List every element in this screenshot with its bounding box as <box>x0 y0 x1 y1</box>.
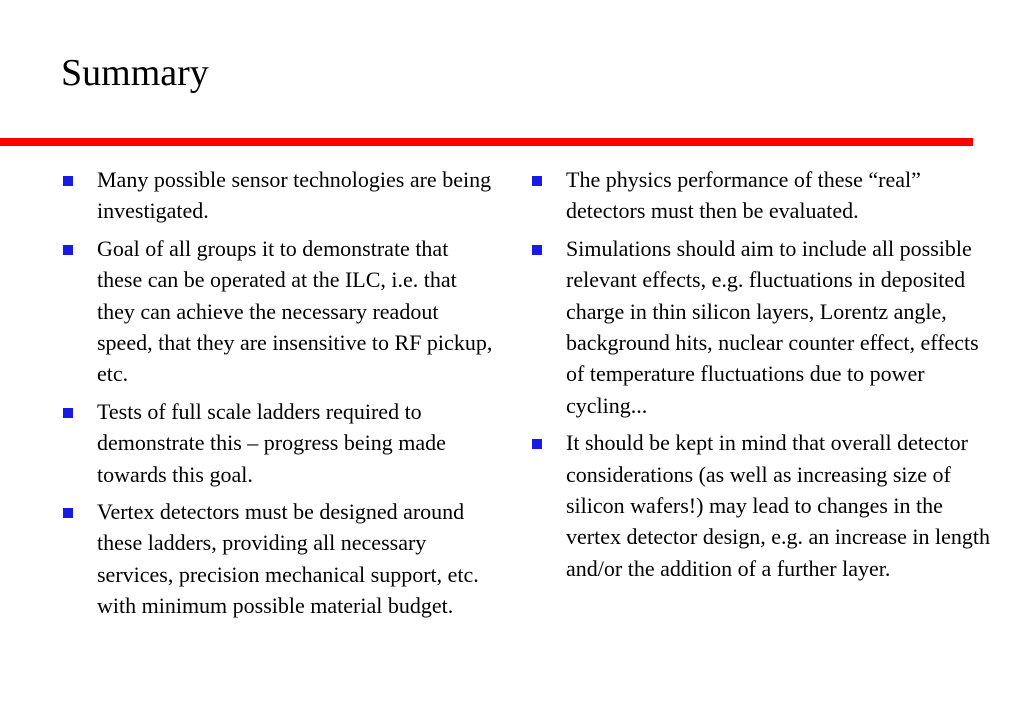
bullet-item <box>62 396 497 490</box>
right-bullet-list <box>531 164 993 590</box>
bullet-text: Vertex detectors must be designed around these ladders, providing all necessary services, precision mechanical support, etc. with minimum possible material budget. <box>97 499 479 619</box>
square-bullet-icon <box>63 245 73 255</box>
bullet-item <box>62 164 497 227</box>
slide-title: Summary <box>61 52 209 94</box>
bullet-item <box>531 233 993 421</box>
bullet-text: It should be kept in mind that overall detector considerations (as well as increasing size of silicon wafers!) may lead to changes in the vertex detector design, e.g. an increase in length and/or the addition of a further layer. <box>566 430 990 581</box>
square-bullet-icon <box>63 176 73 186</box>
bullet-item <box>531 427 993 584</box>
bullet-text: Simulations should aim to include all possible relevant effects, e.g. fluctuations in deposited charge in thin silicon layers, Lorentz angle, background hits, nuclear counter effect, effects of temperature fluctuations due to power cycling... <box>566 235 979 418</box>
square-bullet-icon <box>532 245 542 255</box>
bullet-item <box>62 496 497 622</box>
square-bullet-icon <box>63 408 73 418</box>
left-bullet-list <box>62 164 497 628</box>
square-bullet-icon <box>532 176 542 186</box>
square-bullet-icon <box>532 439 542 449</box>
bullet-item <box>62 233 497 390</box>
bullet-text: Goal of all groups it to demonstrate that these can be operated at the ILC, i.e. that they can achieve the necessary readout speed, that they are insensitive to RF pickup, etc. <box>97 235 493 387</box>
bullet-text: Many possible sensor technologies are being investigated. <box>97 167 492 224</box>
bullet-text: The physics performance of these “real” detectors must then be evaluated. <box>566 167 921 224</box>
square-bullet-icon <box>63 508 73 518</box>
bullet-text: Tests of full scale ladders required to demonstrate this – progress being made towards this goal. <box>97 398 446 487</box>
bullet-item <box>531 164 993 227</box>
title-divider <box>0 138 973 146</box>
